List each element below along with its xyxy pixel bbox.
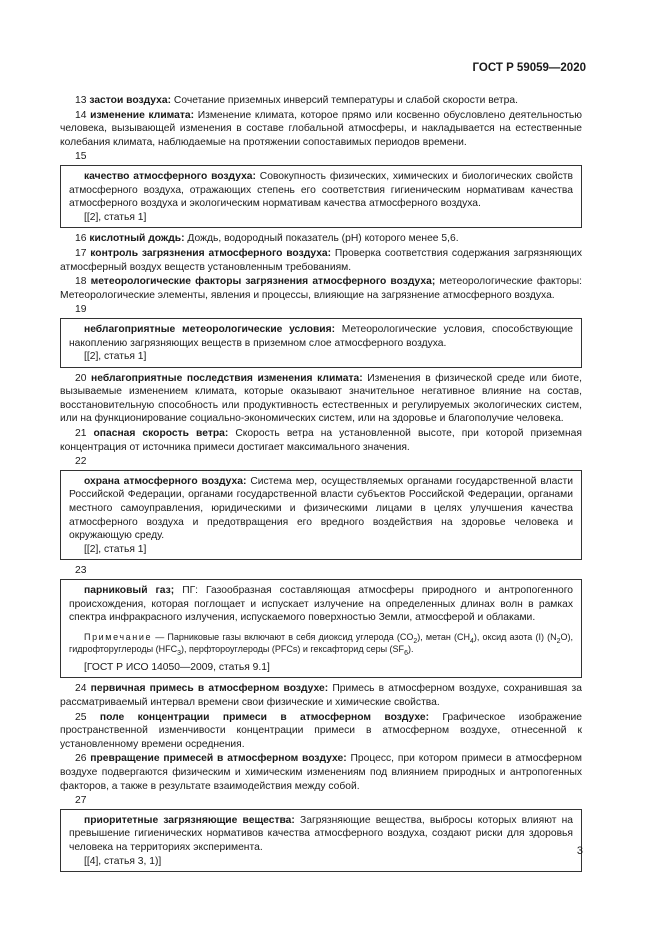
term-box-23	[60, 579, 582, 678]
term-number-22: 22	[75, 456, 87, 468]
term-note: Примечание — Парниковые газы включают в себя диоксид углерода $(CO_2)$, метан $(CH_4)$, оксид азота (I) $(N_2O)$, гидрофторуглероды $(HFC_3)$, перфтороуглероды (PFCs) и гексафторид серы $(SF_6)$.	[69, 631, 573, 658]
term-title: первичная примесь в атмосферном воздухе:	[90, 683, 329, 695]
term-definition: Сочетание приземных инверсий температуры и слабой скорости ветра.	[171, 95, 518, 106]
note-label: Примечание	[84, 631, 153, 642]
terms-list	[60, 94, 582, 876]
term-definition: Процесс, при котором примеси в атмосферном воздухе подвергаются физическим и химическим изменениям под влиянием природных и антропогенных факторов, а также в результате взаимодействия между собой.	[60, 753, 582, 792]
term-number-27: 27	[75, 795, 87, 807]
term-title: охрана атмосферного воздуха:	[84, 475, 247, 487]
term-reference: [[2], статья 1]	[84, 543, 147, 555]
term-reference: [[4], статья 3, 1)]	[84, 855, 162, 867]
term-box-15	[60, 165, 582, 228]
term-title: приоритетные загрязняющие вещества:	[84, 814, 295, 826]
term-definition: Дождь, водородный показатель (рН) которого менее 5,6.	[184, 233, 459, 245]
term-definition: Изменения в физической среде или биоте, вызываемые изменением климата, которые оказывают значительное негативное влияние на состав, восстановительную способность или продуктивность естественных и регулируемых экологических систем, или на функционирование социально-экономических систем, или на здоровье и благополучие человека.	[60, 372, 582, 425]
term-definition: Изменение климата, которое прямо или косвенно обусловлено деятельностью человека, вызывающей изменения в составе глобальной атмосферы, и накладывается на естественные колебания климата, наблюдаемые на протяжении сопоставимых периодов времени.	[60, 109, 582, 148]
term-entry-13: 13 застои воздуха: Сочетание приземных инверсий температуры и слабой скорости ветра.	[75, 95, 518, 106]
term-definition: Совокупность физических, химических и биологических свойств атмосферного воздуха, отражающих степень его соответствия гигиеническим нормативам качества атмосферного воздуха и экологическим нормативам качества атмосферного воздуха.	[69, 170, 573, 210]
term-reference: [ГОСТ Р ИСО 14050—2009, статья 9.1]	[84, 661, 270, 673]
term-reference: [[2], статья 1]	[84, 351, 147, 363]
term-title: превращение примесей в атмосферном воздухе:	[90, 753, 347, 765]
term-definition: Метеорологические условия, способствующие накоплению загрязняющих веществ в приземном слое атмосферного воздуха.	[69, 323, 573, 349]
term-title: неблагоприятные последствия изменения климата:	[91, 372, 363, 384]
term-title: парниковый газ;	[84, 585, 175, 596]
term-title: метеорологические факторы загрязнения атмосферного воздуха;	[90, 276, 436, 288]
term-title: кислотный дождь:	[89, 233, 185, 245]
term-definition: Проверка соответствия содержания загрязняющих атмосферный воздух веществ установленным требованиям.	[60, 247, 582, 273]
term-definition: Примесь в атмосферном воздухе, сохранившая за рассматриваемый интервал времени свои физические и химические свойства.	[60, 683, 582, 708]
term-entry-17: 17 контроль загрязнения атмосферного воздуха: Проверка соответствия содержания загрязняющих атмосферный воздух веществ установленным требованиям.	[60, 247, 582, 273]
term-box-19	[60, 318, 582, 368]
term-entry-18: 18 метеорологические факторы загрязнения атмосферного воздуха; метеорологические факторы: Метеорологические элементы, явления и процессы, влияющие на загрязнение атмосферного воздуха.	[60, 276, 582, 301]
term-entry-26: 26 превращение примесей в атмосферном воздухе: Процесс, при котором примеси в атмосферном воздухе подвергаются физическим и химическим изменениям под влиянием природных и антропогенных факторов, а также в результате взаимодействия между собой.	[60, 753, 582, 792]
term-entry-21: 21 опасная скорость ветра: Скорость ветра на установленной высоте, при которой приземная концентрация от источника примеси достигает максимального значения.	[60, 428, 582, 453]
term-definition: Скорость ветра на установленной высоте, при которой приземная концентрация от источника примеси достигает максимального значения.	[60, 428, 582, 453]
term-box-22	[60, 470, 582, 561]
term-reference: [[2], статья 1]	[84, 211, 147, 223]
term-title: контроль загрязнения атмосферного воздуха:	[90, 247, 332, 259]
term-definition: Система мер, осуществляемых органами государственной власти Российской Федерации, органами государственной власти субъектов Российской Федерации, органами местного самоуправления, юридическими и физическими лицами в целях улучшения качества атмосферного воздуха и предотвращения его вредного воздействия на здоровье человека и окружающую среду.	[69, 475, 573, 542]
term-number-23: 23	[75, 565, 87, 577]
term-entry-16: 16 кислотный дождь: Дождь, водородный показатель (рН) которого менее 5,6.	[75, 233, 459, 245]
term-title: опасная скорость ветра:	[93, 428, 229, 440]
term-title: качество атмосферного воздуха:	[84, 170, 256, 182]
term-entry-20: 20 неблагоприятные последствия изменения климата: Изменения в физической среде или биоте, вызываемые изменением климата, которые оказывают значительное негативное влияние на состав, восстановительную способность или продуктивность естественных и регулируемых экологических систем, или на функционирование социально-экономических систем, или на здоровье и благополучие человека.	[60, 372, 582, 425]
term-title: неблагоприятные метеорологические условия:	[84, 323, 336, 335]
term-definition: Загрязняющие вещества, выбросы которых влияют на превышение гигиенических нормативов качества атмосферного воздуха, создают риски для здоровья человека на территориях эксперимента.	[69, 814, 573, 853]
term-entry-25: 25 поле концентрации примеси в атмосферном воздухе: Графическое изображение пространственной изменчивости концентрации примеси в атмосферном воздухе, отнесенной к установленному времени осреднения.	[60, 711, 582, 750]
term-number-19: 19	[75, 304, 87, 316]
term-entry-14: 14 изменение климата: Изменение климата, которое прямо или косвенно обусловлено деятельностью человека, вызывающей изменения в составе глобальной атмосферы, и накладывается на естественные колебания климата, наблюдаемые на протяжении сопоставимых периодов времени.	[60, 109, 582, 148]
term-box-27	[60, 809, 582, 872]
term-title: поле концентрации примеси в атмосферном воздухе:	[99, 711, 430, 723]
term-entry-24: 24 первичная примесь в атмосферном воздухе: Примесь в атмосферном воздухе, сохранившая за рассматриваемый интервал времени свои физические и химические свойства.	[60, 683, 582, 708]
page-number: 3	[576, 845, 583, 857]
term-definition: Графическое изображение пространственной изменчивости концентрации примеси в атмосферном воздухе, отнесенной к установленному времени осреднения.	[60, 711, 582, 750]
document-header: ГОСТ Р 59059—2020	[472, 62, 586, 74]
term-definition: ПГ: Газообразная составляющая атмосферы природного и антропогенного происхождения, которая поглощает и испускает излучение на определенных длинах волн в рамках спектра инфракрасного излучения, испускаемого поверхностью Земли, атмосферой и облаками.	[69, 585, 573, 624]
term-number-15: 15	[75, 151, 87, 163]
term-definition: метеорологические факторы: Метеорологические элементы, явления и процессы, влияющие на загрязнение атмосферного воздуха.	[60, 276, 582, 301]
term-title: изменение климата:	[90, 109, 195, 121]
term-title: застои воздуха:	[89, 95, 172, 106]
